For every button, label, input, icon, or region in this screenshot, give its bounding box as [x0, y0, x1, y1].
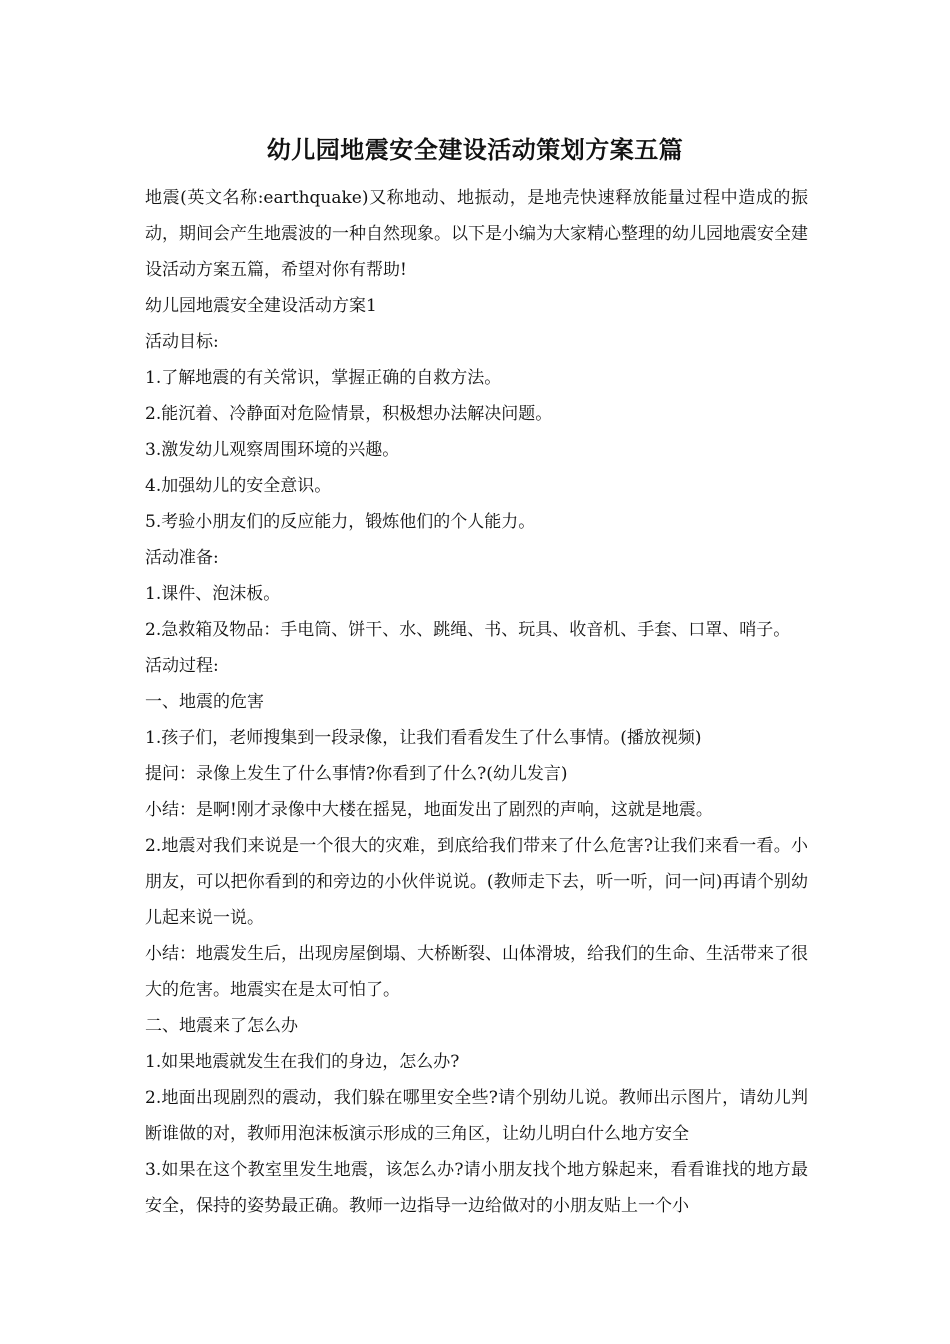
goal-item-1: 1.了解地震的有关常识，掌握正确的自救方法。 [145, 368, 502, 388]
response-step-1: 1.如果地震就发生在我们的身边，怎么办? [145, 1052, 460, 1072]
summary-paragraph-2: 小结：地震发生后，出现房屋倒塌、大桥断裂、山体滑坡，给我们的生命、生活带来了很大的危害。地震实在是太可怕了。 [145, 944, 808, 1000]
response-step-3: 3.如果在这个教室里发生地震，该怎么办?请小朋友找个地方躲起来，看看谁找的地方最安全，保持的姿势最正确。教师一边指导一边给做对的小朋友贴上一个小 [145, 1160, 808, 1216]
activity-preparation-heading: 活动准备: [145, 548, 219, 568]
subsection-heading-1: 一、地震的危害 [145, 692, 264, 712]
goal-item-3: 3.激发幼儿观察周围环境的兴趣。 [145, 440, 400, 460]
document-body [145, 180, 808, 1224]
goal-item-5: 5.考验小朋友们的反应能力，锻炼他们的个人能力。 [145, 512, 536, 532]
preparation-item-2: 2.急救箱及物品：手电筒、饼干、水、跳绳、书、玩具、收音机、手套、口罩、哨子。 [145, 620, 791, 640]
process-step-1: 1.孩子们，老师搜集到一段录像，让我们看看发生了什么事情。(播放视频) [145, 728, 702, 748]
process-step-2: 2.地震对我们来说是一个很大的灾难，到底给我们带来了什么危害?让我们来看一看。小朋友，可以把你看到的和旁边的小伙伴说说。(教师走下去，听一听，问一问)再请个别幼儿起来说一说。 [145, 836, 808, 928]
subsection-heading-2: 二、地震来了怎么办 [145, 1016, 298, 1036]
goal-item-4: 4.加强幼儿的安全意识。 [145, 476, 332, 496]
summary-paragraph-1: 小结：是啊!刚才录像中大楼在摇晃，地面发出了剧烈的声响，这就是地震。 [145, 800, 713, 820]
preparation-item-1: 1.课件、泡沫板。 [145, 584, 281, 604]
activity-process-heading: 活动过程: [145, 656, 219, 676]
goal-item-2: 2.能沉着、冷静面对危险情景，积极想办法解决问题。 [145, 404, 553, 424]
activity-goals-heading: 活动目标: [145, 332, 219, 352]
section-heading-plan-1: 幼儿园地震安全建设活动方案1 [145, 296, 377, 316]
response-step-2: 2.地面出现剧烈的震动，我们躲在哪里安全些?请个别幼儿说。教师出示图片，请幼儿判断谁做的对，教师用泡沫板演示形成的三角区，让幼儿明白什么地方安全 [145, 1088, 808, 1144]
document-title: 幼儿园地震安全建设活动策划方案五篇 [266, 136, 684, 164]
question-paragraph: 提问：录像上发生了什么事情?你看到了什么?(幼儿发言) [145, 764, 568, 784]
intro-paragraph: 地震(英文名称:earthquake)又称地动、地振动，是地壳快速释放能量过程中造成的振动，期间会产生地震波的一种自然现象。以下是小编为大家精心整理的幼儿园地震安全建设活动方案五篇，希望对你有帮助! [145, 188, 808, 280]
